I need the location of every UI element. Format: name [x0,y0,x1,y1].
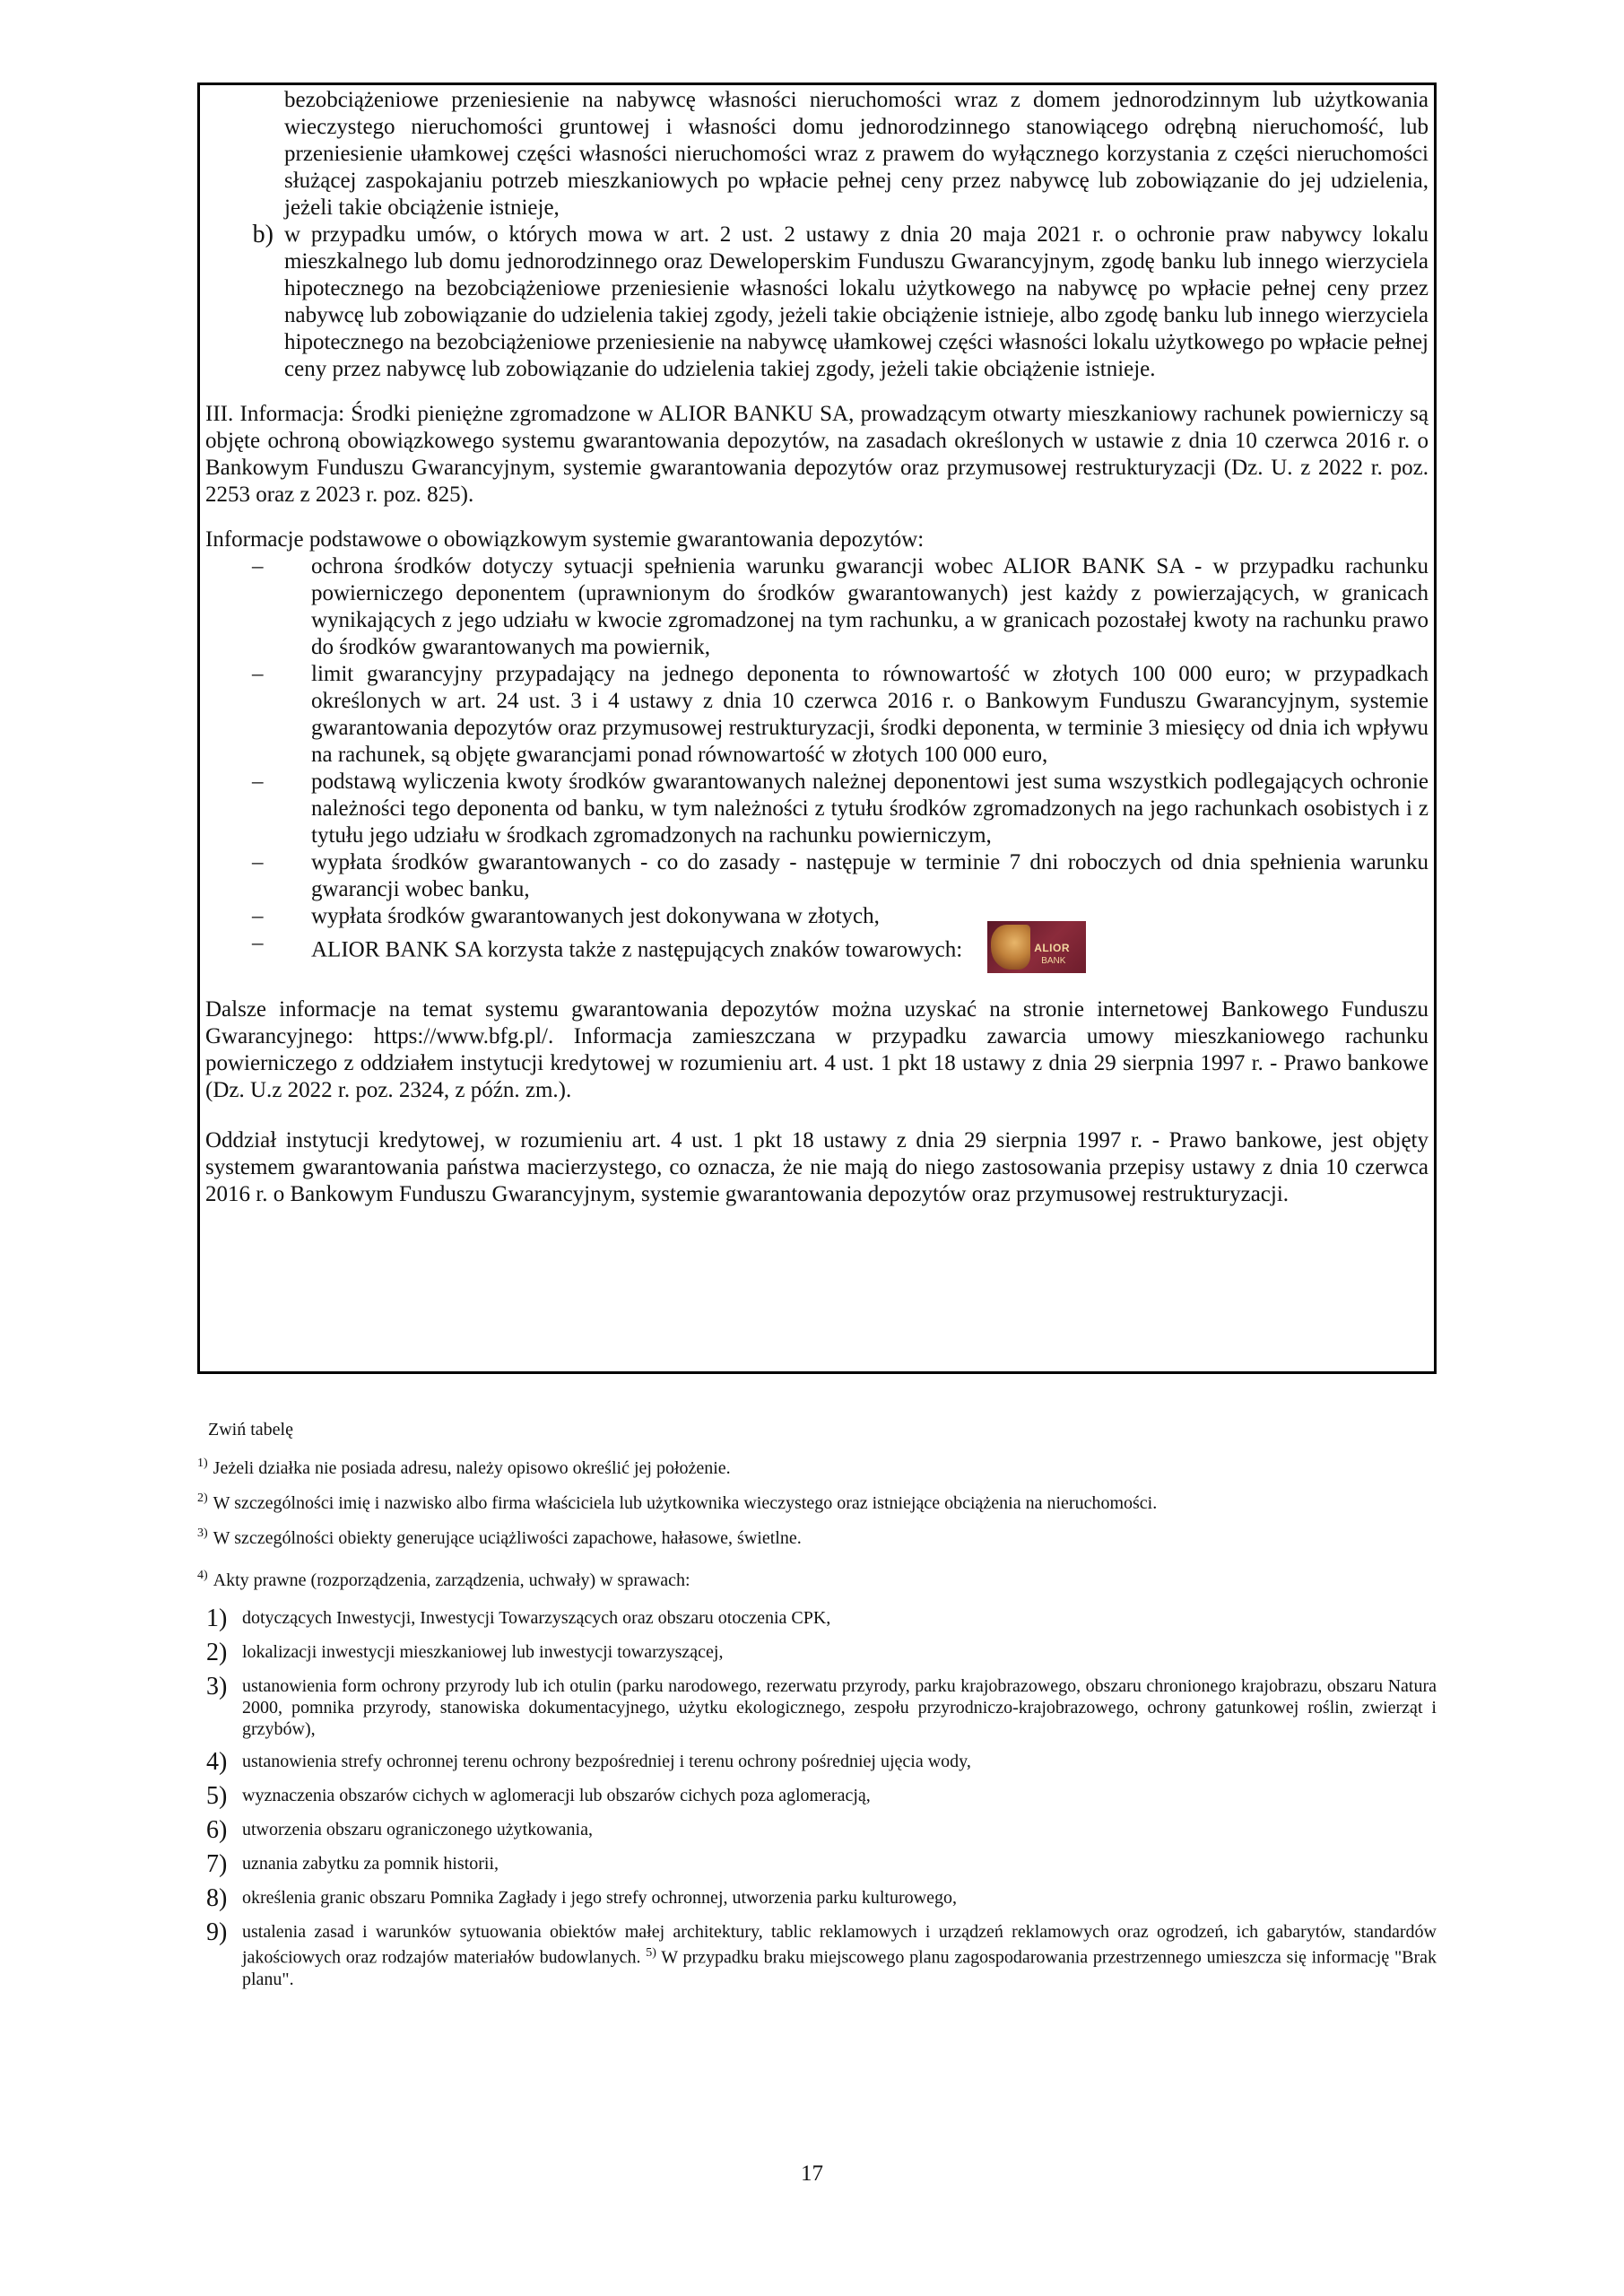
item-b-text: w przypadku umów, o których mowa w art. 2 ust. 2 ustawy z dnia 20 maja 2021 r. o ochronie praw nabywcy lokalu mieszkalnego lub domu jednorodzinnego oraz Deweloperskim Funduszu Gwarancyjnym, zgodę banku lub innego wierzyciela hipotecznego na bezobciążeniowe przeniesienie własności lokalu użytkowego na nabywcę po wpłacie pełnej ceny przez nabywcę lub zobowiązanie do udzielenia takiej zgody, jeżeli takie obciążenie istnieje, albo zgodę banku lub innego wierzyciela hipotecznego na bezobciążeniowe przeniesienie na nabywcę ułamkowej części własności lokalu użytkowego po wpłacie pełnej ceny przez nabywcę lub zobowiązanie do udzielenia takiej zgody, jeżeli takie obciążenie istnieje. [284,222,1429,381]
item-b [205,222,1429,383]
dash-mark: – [252,850,264,874]
info-table-box [197,83,1437,1374]
list-item: – limit gwarancyjny przypadający na jednego deponenta to równowartość w złotych 100 000 euro; w przypadkach określonych w art. 24 ust. 3 i 4 ustawy z dnia 10 czerwca 2016 r. o Bankowym Funduszu Gwarancyjnym, systemie gwarantowania depozytów oraz przymusowej restrukturyzacji, środki deponenta, w terminie 3 miesięcy od dnia ich wpływu na rachunek, są objęte gwarancjami ponad równowartość w złotych 100 000 euro, [205,661,1429,769]
list-item: 9) ustalenia zasad i warunków sytuowania obiektów małej architektury, tablic reklamowych i urządzeń reklamowych oraz ogrodzeń, ich gabarytów, standardów jakościowych oraz rodzajów materiałów budowlanych. $^{5)}$ W przypadku braku miejscowego planu zagospodarowania przestrzennego umieszcza się informację "Brak planu". [206,1918,1437,1989]
list-item: – ochrona środków dotyczy sytuacji spełnienia warunku gwarancji wobec ALIOR BANK SA - w przypadku rachunku powierniczego deponentem (uprawnionym do środków gwarantowanych) jest każdy z powierzających, w granicach wynikających z jego udziału w kwocie zgromadzonej na tym rachunku, a w granicach pozostałej kwoty na rachunku prawo do środków gwarantowanych ma powiernik, [205,553,1429,661]
footnote-5-text: W przypadku braku miejscowego planu zagospodarowania przestrzennego umieszcza się informację "Brak planu". [242,1947,1437,1989]
list-item: 1) dotyczących Inwestycji, Inwestycji Towarzyszących oraz obszaru otoczenia CPK, [206,1605,831,1632]
dash-mark: – [252,770,264,794]
page-number: 17 [801,2161,823,2186]
branch-info-paragraph: Oddział instytucji kredytowej, w rozumieniu art. 4 ust. 1 pkt 18 ustawy z dnia 29 sierpnia 1997 r. - Prawo bankowe, jest objęty systemem gwarantowania państwa macierzystego, co oznacza, że nie mają do niego zastosowania przepisy ustawy z dnia 10 czerwca 2016 r. o Bankowym Funduszu Gwarancyjnym, systemie gwarantowania depozytów oraz przymusowej restrukturyzacji. [205,1128,1429,1206]
list-item: 5) wyznaczenia obszarów cichych w aglomeracji lub obszarów cichych poza aglomeracją, [206,1782,871,1810]
logo-emblem-icon [991,925,1030,970]
list-item: – wypłata środków gwarantowanych jest dokonywana w złotych, [205,903,1429,930]
list-item: 7) uznania zabytku za pomnik historii, [206,1850,499,1878]
section-iii: III. Informacja: Środki pieniężne zgromadzone w ALIOR BANKU SA, prowadzącym otwarty mieszkaniowy rachunek powierniczy są objęte ochroną obowiązkowego systemu gwarantowania depozytów, na zasadach określonych w ustawie z dnia 10 czerwca 2016 r. o Bankowym Funduszu Gwarancyjnym, systemie gwarantowania depozytów oraz przymusowej restrukturyzacji (Dz. U. z 2022 r. poz. 2253 oraz z 2023 r. poz. 825). [205,402,1429,507]
acts-list [197,1607,1437,1990]
list-item: 8) określenia granic obszaru Pomnika Zagłady i jego strefy ochronnej, utworzenia parku kulturowego, [206,1884,957,1912]
alior-bank-logo: ALIOR BANK [987,921,1086,973]
dash-mark: – [252,931,264,955]
list-item: 4) ustanowienia strefy ochronnej terenu ochrony bezpośredniej i terenu ochrony pośredniej ujęcia wody, [206,1748,971,1776]
footnote: $^{1)}$ Jeżeli działka nie posiada adresu, należy opisowo określić jej położenie. [197,1457,731,1478]
footnote: $^{4)}$ Akty prawne (rozporządzenia, zarządzenia, uchwały) w sprawach: [197,1569,690,1590]
bullet-list [205,553,1429,973]
footnote: $^{3)}$ W szczególności obiekty generujące uciążliwości zapachowe, hałasowe, świetlne. [197,1526,802,1548]
item-b-label: b) [252,221,274,248]
dash-mark: – [252,554,264,578]
list-item: – ALIOR BANK SA korzysta także z następujących znaków towarowych: ALIOR BANK [205,930,1429,973]
continuation-paragraph: bezobciążeniowe przeniesienie na nabywcę własności nieruchomości wraz z domem jednorodzinnym lub użytkowania wieczystego nieruchomości gruntowej i własności domu jednorodzinnego stanowiącego odrębną nieruchomość, lub przeniesienie ułamkowej części własności nieruchomości wraz z prawem do wyłącznego korzystania z części nieruchomości służącej zaspokajaniu potrzeb mieszkaniowych po wpłacie pełnej ceny przez nabywcę lub zobowiązanie do jej udzielenia, jeżeli takie obciążenie istnieje, [284,88,1429,220]
list-item: 6) utworzenia obszaru ograniczonego użytkowania, [206,1816,593,1844]
more-info-paragraph: Dalsze informacje na temat systemu gwarantowania depozytów można uzyskać na stronie internetowej Bankowego Funduszu Gwarancyjnego: https://www.bfg.pl/. Informacja zamieszczana w przypadku zawarcia umowy mieszkaniowego rachunku powierniczego z oddziałem instytucji kredytowej w rozumieniu art. 4 ust. 1 pkt 18 ustawy z dnia 29 sierpnia 1997 r. - Prawo bankowe (Dz. U.z 2022 r. poz. 2324, z późn. zm.). [205,997,1429,1102]
list-item: 3) ustanowienia form ochrony przyrody lub ich otulin (parku narodowego, rezerwatu przyrody, parku krajobrazowego, obszaru chronionego krajobrazu, obszaru Natura 2000, pomnika przyrody, stanowiska dokumentacyjnego, użytku ekologicznego, zespołu przyrodniczo-krajobrazowego, ochrony gatunkowej roślin, zwierząt i grzybów), [206,1673,1437,1739]
list-item: 2) lokalizacji inwestycji mieszkaniowej lub inwestycji towarzyszącej, [206,1639,724,1666]
list-item: – wypłata środków gwarantowanych - co do zasady - następuje w terminie 7 dni roboczych od dnia spełnienia warunku gwarancji wobec banku, [205,849,1429,903]
list-item: – podstawą wyliczenia kwoty środków gwarantowanych należnej deponentowi jest suma wszystkich podlegających ochronie należności tego deponenta od banku, w tym należności z tytułu środków zgromadzonych na jego rachunkach osobistych i z tytułu jego udziału w środkach zgromadzonych na rachunku powierniczym, [205,769,1429,849]
footnote: $^{2)}$ W szczególności imię i nazwisko albo firma właściciela lub użytkownika wieczystego oraz istniejące obciążenia na nieruchomości. [197,1492,1158,1513]
dash-mark: – [252,904,264,928]
dash-mark: – [252,662,264,686]
footnote-5-mark: 5) [646,1946,656,1960]
info-heading: Informacje podstawowe o obowiązkowym systemie gwarantowania depozytów: [205,527,925,552]
footnotes-section [197,1419,1437,2001]
collapse-table-link[interactable]: Zwiń tabelę [208,1420,293,1439]
